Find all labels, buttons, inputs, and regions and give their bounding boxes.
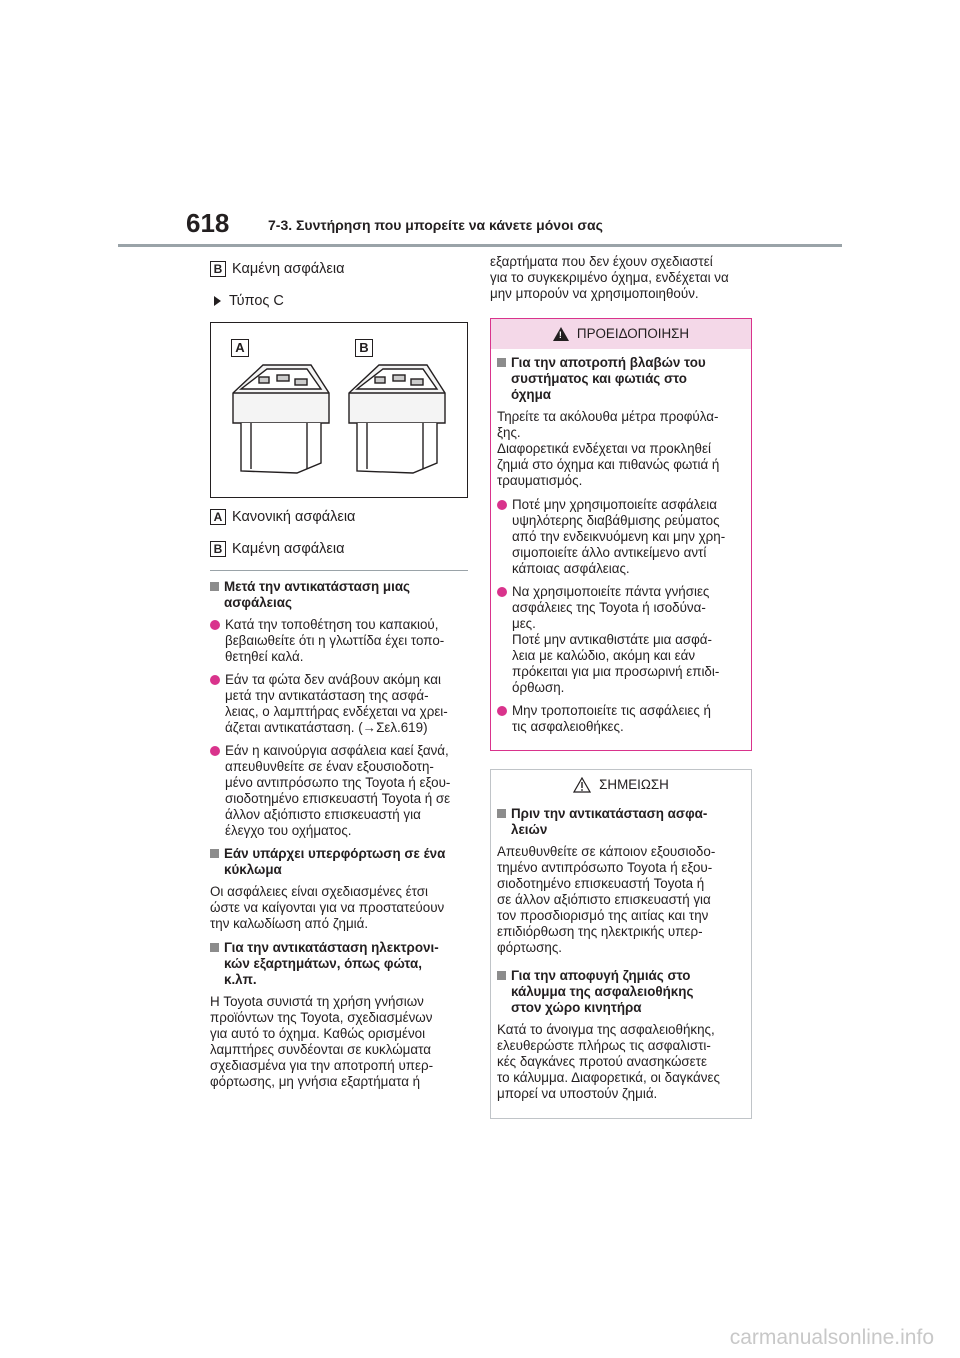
triangle-arrow-icon bbox=[214, 296, 221, 306]
label-text: Καμένη ασφάλεια bbox=[232, 261, 345, 277]
circle-bullet-icon bbox=[497, 500, 507, 510]
note-triangle-icon bbox=[573, 777, 591, 793]
letter-box-b: B bbox=[210, 541, 226, 557]
bullet-text: Ποτέ μην χρησιμοποιείτε ασφάλεια υψηλότερης διαβάθμισης ρεύματος από την ενδεικνυόμενη και μην χρη- σιμοποιείτε άλλο αντικείμενο αντί κάποιας ασφάλειας. bbox=[512, 497, 726, 576]
square-bullet-icon bbox=[497, 809, 506, 818]
section-title: 7-3. Συντήρηση που μπορείτε να κάνετε μόνοι σας bbox=[268, 217, 603, 233]
circle-bullet-icon bbox=[497, 706, 507, 716]
list-item bbox=[497, 584, 745, 696]
bullet-text: Εάν η καινούργια ασφάλεια καεί ξανά, απευθυνθείτε σε έναν εξουσιοδοτη- μένο αντιπρόσωπο της Toyota ή εξου- σιοδοτημένο επισκευαστή Toyota ή σε άλλον αξιόπιστο επισκευαστή για έλεγχο του οχήματος. bbox=[225, 743, 451, 838]
subheading-text: Εάν υπάρχει υπερφόρτωση σε ένα κύκλωμα bbox=[224, 846, 446, 877]
circle-bullet-icon bbox=[497, 587, 507, 597]
note-header bbox=[491, 770, 751, 800]
list-item bbox=[210, 617, 470, 665]
label-text: Κανονική ασφάλεια bbox=[232, 509, 356, 525]
list-item bbox=[497, 703, 745, 735]
label-normal-fuse bbox=[210, 506, 470, 528]
subheading-text: Μετά την αντικατάσταση μιας ασφάλειας bbox=[224, 579, 411, 610]
blown-fuse-shape bbox=[349, 365, 445, 473]
square-bullet-icon bbox=[497, 971, 506, 980]
letter-box-b: B bbox=[210, 261, 226, 277]
warning-title: ΠΡΟΕΙΔΟΠΟΙΗΣΗ bbox=[576, 326, 690, 341]
bullet-text: Εάν τα φώτα δεν ανάβουν ακόμη και μετά την αντικατάσταση της ασφά- λειας, ο λαμπτήρας ενδέχεται να χρει- άζεται αντικατάσταση. (→Σελ.619) bbox=[225, 672, 448, 735]
warning-header bbox=[491, 319, 751, 349]
subheading-after-replacement bbox=[210, 579, 470, 611]
header-rule bbox=[118, 244, 842, 247]
note-subheading-before-replacement bbox=[497, 806, 745, 838]
subheading-electronic-parts bbox=[210, 940, 470, 988]
note-title: ΣΗΜΕΙΩΣΗ bbox=[599, 777, 669, 792]
list-item bbox=[210, 743, 470, 839]
section-divider bbox=[210, 570, 468, 571]
figure-letter-b: B bbox=[355, 339, 373, 357]
label-blown-fuse bbox=[210, 538, 470, 560]
bullet-text: Να χρησιμοποιείτε πάντα γνήσιες ασφάλειες της Toyota ή ισοδύνα- μες. Ποτέ μην αντικαθιστάτε μια ασφά- λεια με καλώδιο, ακόμη και εάν πρόκειται για μια προσωρινή επιδι- όρθωση. bbox=[512, 584, 720, 695]
right-column bbox=[490, 254, 752, 1137]
paragraph: Κατά το άνοιγμα της ασφαλειοθήκης, ελευθερώστε πλήρως τις ασφαλιστι- κές δαγκάνες προτού ανασηκώσετε το κάλυμμα. Διαφορετικά, οι δαγκάνες μπορεί να υποστούν ζημιά. bbox=[497, 1022, 720, 1101]
subheading-text: Για την αποτροπή βλαβών του συστήματος και φωτιάς στο όχημα bbox=[511, 355, 706, 402]
list-item bbox=[497, 497, 745, 577]
note-box bbox=[490, 769, 752, 1119]
subheading-text: Για την αποφυγή ζημιάς στο κάλυμμα της ασφαλειοθήκης στον χώρο κινητήρα bbox=[511, 968, 694, 1015]
subheading-text: Για την αντικατάσταση ηλεκτρονι- κών εξαρτημάτων, όπως φώτα, κ.λπ. bbox=[224, 940, 439, 987]
warning-subheading bbox=[497, 355, 745, 403]
paragraph: Τηρείτε τα ακόλουθα μέτρα προφύλα- ξης. Διαφορετικά ενδέχεται να προκληθεί ζημιά στο όχημα και πιθανώς φωτιά ή τραυματισμός. bbox=[497, 409, 720, 488]
list-item bbox=[210, 672, 470, 736]
paragraph: Οι ασφάλειες είναι σχεδιασμένες έτσι ώστε να καίγονται για να προστατεύουν την καλωδίωση από ζημιά. bbox=[210, 884, 445, 931]
label-blown-fuse-top bbox=[210, 258, 470, 280]
warning-body bbox=[491, 349, 751, 750]
square-bullet-icon bbox=[210, 582, 219, 591]
left-column bbox=[210, 258, 470, 1098]
circle-bullet-icon bbox=[210, 675, 220, 685]
circle-bullet-icon bbox=[210, 620, 220, 630]
label-text: Καμένη ασφάλεια bbox=[232, 541, 345, 557]
subheading-text: Πριν την αντικατάσταση ασφα- λειών bbox=[511, 806, 708, 837]
paragraph: Η Toyota συνιστά τη χρήση γνήσιων προϊόντων της Toyota, σχεδιασμένων για αυτό το όχημα. Καθώς ορισμένοι λαμπτήρες συνδέονται σε κυκλώματα σχεδιασμένα για την αποτροπή υπερ- φόρτωσης, μη γνήσια εξαρτήματα ή bbox=[210, 994, 434, 1089]
fuse-drawing bbox=[211, 323, 467, 497]
note-subheading-cover-damage bbox=[497, 968, 745, 1016]
watermark-text: carmanualsonline.info bbox=[729, 1326, 934, 1349]
page-header bbox=[118, 208, 842, 248]
paragraph: Απευθυνθείτε σε κάποιον εξουσιοδο- τημένο αντιπρόσωπο Toyota ή εξου- σιοδοτημένο επισκευαστή Toyota ή σε άλλον αξιόπιστο επισκευαστή για τον προσδιορισμό της αιτίας και την επιδιόρθωση της ηλεκτρικής υπερ- φόρτωσης. bbox=[497, 844, 716, 955]
type-c-line bbox=[210, 290, 470, 312]
continued-paragraph: εξαρτήματα που δεν έχουν σχεδιαστεί για το συγκεκριμένο όχημα, ενδέχεται να μην μπορούν να χρησιμοποιηθούν. bbox=[490, 254, 729, 301]
warning-box bbox=[490, 318, 752, 751]
circle-bullet-icon bbox=[210, 746, 220, 756]
square-bullet-icon bbox=[210, 849, 219, 858]
letter-box-a: A bbox=[210, 509, 226, 525]
subheading-overload bbox=[210, 846, 470, 878]
figure-letter-a: A bbox=[231, 339, 249, 357]
square-bullet-icon bbox=[210, 943, 219, 952]
bullet-text: Μην τροποποιείτε τις ασφάλειες ή τις ασφαλειοθήκες. bbox=[512, 703, 711, 734]
normal-fuse-shape bbox=[233, 365, 329, 473]
type-c-text: Τύπος C bbox=[229, 293, 284, 309]
warning-triangle-icon: ! bbox=[553, 327, 569, 341]
page-number: 618 bbox=[186, 208, 230, 238]
square-bullet-icon bbox=[497, 358, 506, 367]
fuse-illustration bbox=[210, 322, 468, 498]
bullet-text: Κατά την τοποθέτηση του καπακιού, βεβαιωθείτε ότι η γλωττίδα έχει τοπο- θετηθεί καλά. bbox=[225, 617, 445, 664]
note-body bbox=[491, 800, 751, 1118]
